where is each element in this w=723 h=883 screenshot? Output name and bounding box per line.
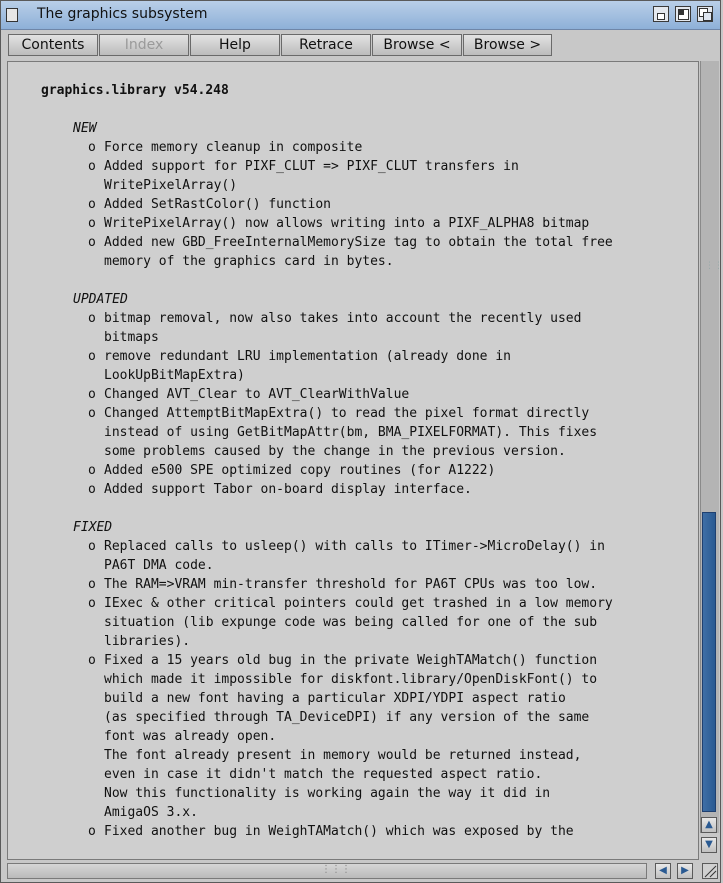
list-item-text: Now this functionality is working again the way it did in — [104, 786, 551, 801]
contents-button[interactable]: Contents — [8, 34, 98, 56]
bullet-icon: o — [88, 653, 96, 668]
list-item-text: Force memory cleanup in composite — [104, 140, 363, 155]
scroll-left-icon[interactable]: ◀ — [655, 863, 671, 879]
list-item-text: build a new font having a particular XDPI/YDPI aspect ratio — [104, 691, 566, 706]
list-item-text: WritePixelArray() now allows writing into a PIXF_ALPHA8 bitmap — [104, 216, 590, 231]
hscroll-grip-icon: ⋮⋮⋮ — [321, 864, 351, 875]
list-item-text: Added support for PIXF_CLUT => PIXF_CLUT transfers in — [104, 159, 519, 174]
list-item — [8, 594, 698, 613]
list-item — [8, 157, 698, 176]
list-item-text: IExec & other critical pointers could get trashed in a low memory — [104, 596, 613, 611]
list-item-text: PA6T DMA code. — [104, 558, 214, 573]
document-text — [8, 81, 698, 841]
list-item — [8, 537, 698, 556]
retrace-button[interactable]: Retrace — [281, 34, 371, 56]
list-item — [8, 461, 698, 480]
list-item-text: bitmaps — [104, 330, 159, 345]
list-item — [8, 347, 698, 366]
blank-line — [8, 271, 698, 290]
list-item-continuation — [8, 442, 698, 461]
list-item-continuation — [8, 176, 698, 195]
list-item-continuation — [8, 423, 698, 442]
list-item — [8, 385, 698, 404]
list-item — [8, 233, 698, 252]
bullet-icon: o — [88, 216, 96, 231]
bullet-icon: o — [88, 159, 96, 174]
window-title: The graphics subsystem — [37, 6, 208, 22]
list-item-text: AmigaOS 3.x. — [104, 805, 198, 820]
list-item-text: situation (lib expunge code was being called for one of the sub — [104, 615, 598, 630]
list-item — [8, 309, 698, 328]
help-button[interactable]: Help — [190, 34, 280, 56]
list-item-text: Changed AVT_Clear to AVT_ClearWithValue — [104, 387, 410, 402]
list-item-continuation — [8, 613, 698, 632]
list-item-continuation — [8, 746, 698, 765]
list-item — [8, 822, 698, 841]
bullet-icon: o — [88, 235, 96, 250]
bullet-icon: o — [88, 311, 96, 326]
bullet-icon: o — [88, 577, 96, 592]
list-item-continuation — [8, 670, 698, 689]
list-item — [8, 480, 698, 499]
list-item — [8, 195, 698, 214]
list-item-continuation — [8, 252, 698, 271]
list-item — [8, 404, 698, 423]
list-item-text: Added e500 SPE optimized copy routines (for A1222) — [104, 463, 496, 478]
scroll-right-icon[interactable]: ▶ — [677, 863, 693, 879]
list-item-continuation — [8, 803, 698, 822]
section-title-fixed: FIXED — [73, 520, 113, 535]
scroll-down-icon[interactable]: ▼ — [701, 837, 717, 853]
resize-gadget-icon[interactable] — [702, 863, 718, 879]
list-item-continuation — [8, 708, 698, 727]
list-item-text: (as specified through TA_DeviceDPI) if any version of the same — [104, 710, 590, 725]
iconify-icon[interactable] — [653, 6, 669, 22]
bullet-icon: o — [88, 140, 96, 155]
bullet-icon: o — [88, 349, 96, 364]
list-item-text: The font already present in memory would be returned instead, — [104, 748, 582, 763]
list-item-text: WritePixelArray() — [104, 178, 238, 193]
list-item-text: Fixed another bug in WeighTAMatch() which was exposed by the — [104, 824, 574, 839]
list-item-continuation — [8, 366, 698, 385]
bullet-icon: o — [88, 482, 96, 497]
section-title-updated: UPDATED — [73, 292, 128, 307]
browse-next-button[interactable]: Browse > — [463, 34, 552, 56]
list-item-text: Changed AttemptBitMapExtra() to read the pixel format directly — [104, 406, 590, 421]
list-item-text: instead of using GetBitMapAttr(bm, BMA_PIXELFORMAT). This fixes — [104, 425, 598, 440]
list-item-text: Fixed a 15 years old bug in the private WeighTAMatch() function — [104, 653, 598, 668]
title-bar[interactable] — [1, 1, 720, 30]
list-item-continuation — [8, 784, 698, 803]
list-item-text: remove redundant LRU implementation (already done in — [104, 349, 511, 364]
index-button[interactable]: Index — [99, 34, 189, 56]
bullet-icon: o — [88, 596, 96, 611]
list-item-text: bitmap removal, now also takes into account the recently used — [104, 311, 582, 326]
vertical-scroll-thumb[interactable] — [702, 512, 716, 812]
bullet-icon: o — [88, 406, 96, 421]
list-item — [8, 651, 698, 670]
browse-prev-button[interactable]: Browse < — [372, 34, 462, 56]
blank-line — [8, 499, 698, 518]
list-item-text: Added SetRastColor() function — [104, 197, 331, 212]
bullet-icon: o — [88, 387, 96, 402]
list-item-text: font was already open. — [104, 729, 277, 744]
list-item-text: Added new GBD_FreeInternalMemorySize tag to obtain the total free — [104, 235, 613, 250]
section-title-new: NEW — [73, 121, 97, 136]
list-item-text: Replaced calls to usleep() with calls to ITimer->MicroDelay() in — [104, 539, 605, 554]
list-item-text: some problems caused by the change in the previous version. — [104, 444, 566, 459]
list-item-continuation — [8, 765, 698, 784]
list-item-continuation — [8, 556, 698, 575]
list-item — [8, 575, 698, 594]
list-item-text: The RAM=>VRAM min-transfer threshold for PA6T CPUs was too low. — [104, 577, 598, 592]
list-item-continuation — [8, 632, 698, 651]
list-item-text: libraries). — [104, 634, 191, 649]
zoom-icon[interactable] — [675, 6, 691, 22]
bullet-icon: o — [88, 463, 96, 478]
list-item-text: which made it impossible for diskfont.library/OpenDiskFont() to — [104, 672, 598, 687]
list-item-text: LookUpBitMapExtra) — [104, 368, 245, 383]
document-view[interactable] — [7, 61, 699, 860]
list-item-text: Added support Tabor on-board display interface. — [104, 482, 472, 497]
bullet-icon: o — [88, 197, 96, 212]
list-item-continuation — [8, 727, 698, 746]
scroll-up-icon[interactable]: ▲ — [701, 817, 717, 833]
list-item-continuation — [8, 328, 698, 347]
toolbar — [1, 30, 720, 60]
list-item — [8, 214, 698, 233]
close-gadget-icon[interactable] — [6, 8, 18, 22]
bullet-icon: o — [88, 539, 96, 554]
list-item — [8, 138, 698, 157]
depth-icon[interactable] — [697, 6, 713, 22]
list-item-continuation — [8, 689, 698, 708]
list-item-text: memory of the graphics card in bytes. — [104, 254, 394, 269]
doc-heading: graphics.library v54.248 — [41, 83, 229, 98]
scroll-grip-icon: ⋮⋮ — [705, 261, 723, 271]
bullet-icon: o — [88, 824, 96, 839]
blank-line — [8, 100, 698, 119]
list-item-text: even in case it didn't match the requested aspect ratio. — [104, 767, 543, 782]
